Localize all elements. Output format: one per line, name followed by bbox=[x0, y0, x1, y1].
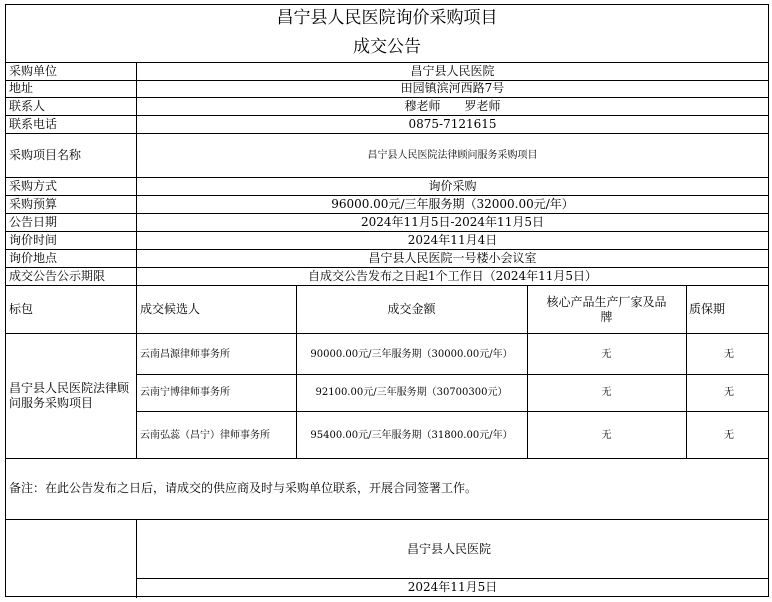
label-inquiry-place: 询价地点 bbox=[9, 250, 58, 265]
grid-line bbox=[136, 519, 137, 598]
grid-line bbox=[6, 285, 768, 286]
grid-line bbox=[6, 133, 768, 134]
header-amount: 成交金额 bbox=[387, 302, 436, 316]
value-purchaser: 昌宁县人民医院 bbox=[410, 64, 495, 78]
label-phone: 联系电话 bbox=[9, 116, 58, 131]
value-phone: 0875-7121615 bbox=[408, 116, 497, 131]
candidate-warranty: 无 bbox=[724, 387, 734, 398]
value-contact: 穆老师 罗老师 bbox=[404, 98, 501, 113]
candidate-amount: 90000.00元/三年服务期（30000.00元/年） bbox=[310, 348, 513, 360]
label-budget: 采购预算 bbox=[9, 196, 58, 211]
grid-line bbox=[137, 374, 768, 375]
label-announce-date: 公告日期 bbox=[9, 214, 58, 229]
package-name: 昌宁县人民医院法律顾问服务采购项目 bbox=[9, 381, 130, 410]
label-method: 采购方式 bbox=[9, 178, 58, 193]
grid-line bbox=[6, 458, 768, 459]
candidate-amount: 95400.00元/三年服务期（31800.00元/年） bbox=[310, 429, 513, 441]
candidate-warranty: 无 bbox=[724, 429, 734, 441]
grid-line bbox=[6, 62, 768, 63]
label-contact: 联系人 bbox=[9, 98, 46, 113]
label-publicity-period: 成交公告公示期限 bbox=[9, 268, 106, 283]
value-inquiry-time: 2024年11月4日 bbox=[407, 232, 498, 247]
value-inquiry-place: 昌宁县人民医院一号楼小会议室 bbox=[368, 250, 537, 265]
label-project-name: 采购项目名称 bbox=[9, 147, 82, 162]
grid-line bbox=[6, 80, 768, 81]
signature-org: 昌宁县人民医院 bbox=[407, 541, 492, 556]
value-announce-date: 2024年11月5日-2024年11月5日 bbox=[361, 214, 544, 229]
candidate-manufacturer: 无 bbox=[601, 429, 612, 441]
header-manufacturer: 核心产品生产厂家及品牌 bbox=[546, 294, 667, 324]
grid-line bbox=[137, 411, 768, 412]
grid-line bbox=[6, 97, 768, 98]
signature-date: 2024年11月5日 bbox=[407, 579, 498, 594]
grid-line bbox=[6, 249, 768, 250]
candidate-name: 云南弘蕊（昌宁）律师事务所 bbox=[140, 429, 270, 441]
grid-line bbox=[6, 213, 768, 214]
candidate-name: 云南宁博律师事务所 bbox=[140, 387, 230, 398]
candidate-manufacturer: 无 bbox=[601, 387, 612, 398]
value-method: 询价采购 bbox=[428, 178, 477, 193]
label-address: 地址 bbox=[9, 81, 34, 95]
grid-line bbox=[6, 333, 768, 334]
candidate-amount: 92100.00元/三年服务期（30700300元） bbox=[315, 387, 508, 398]
candidate-warranty: 无 bbox=[724, 348, 734, 360]
grid-line bbox=[137, 578, 768, 579]
grid-line bbox=[296, 285, 297, 458]
grid-line bbox=[527, 285, 528, 458]
value-publicity-period: 自成交公告发布之日起1个工作日（2024年11月5日） bbox=[307, 268, 598, 283]
value-project-name: 昌宁县人民医院法律顾问服务采购项目 bbox=[367, 149, 538, 161]
grid-line bbox=[6, 195, 768, 196]
grid-line bbox=[6, 115, 768, 116]
label-purchaser: 采购单位 bbox=[9, 64, 58, 78]
grid-line bbox=[6, 177, 768, 178]
note: 备注：在此公告发布之日后，请成交的供应商及时与采购单位联系，开展合同签署工作。 bbox=[9, 481, 478, 495]
grid-line bbox=[6, 519, 768, 520]
document-title: 昌宁县人民医院询价采购项目 bbox=[276, 8, 498, 28]
header-warranty: 质保期 bbox=[689, 302, 726, 316]
grid-line bbox=[136, 62, 137, 458]
grid-line bbox=[6, 231, 768, 232]
header-package: 标包 bbox=[9, 302, 34, 316]
announcement-sheet bbox=[5, 4, 769, 597]
candidate-manufacturer: 无 bbox=[601, 348, 612, 360]
header-candidate: 成交候选人 bbox=[140, 302, 201, 316]
value-budget: 96000.00元/三年服务期（32000.00元/年） bbox=[331, 196, 574, 211]
grid-line bbox=[6, 267, 768, 268]
grid-line bbox=[686, 285, 687, 458]
candidate-name: 云南昌源律师事务所 bbox=[140, 348, 230, 360]
label-inquiry-time: 询价时间 bbox=[9, 232, 58, 247]
value-address: 田园镇滨河西路7号 bbox=[400, 81, 505, 95]
document-subtitle: 成交公告 bbox=[353, 36, 421, 57]
